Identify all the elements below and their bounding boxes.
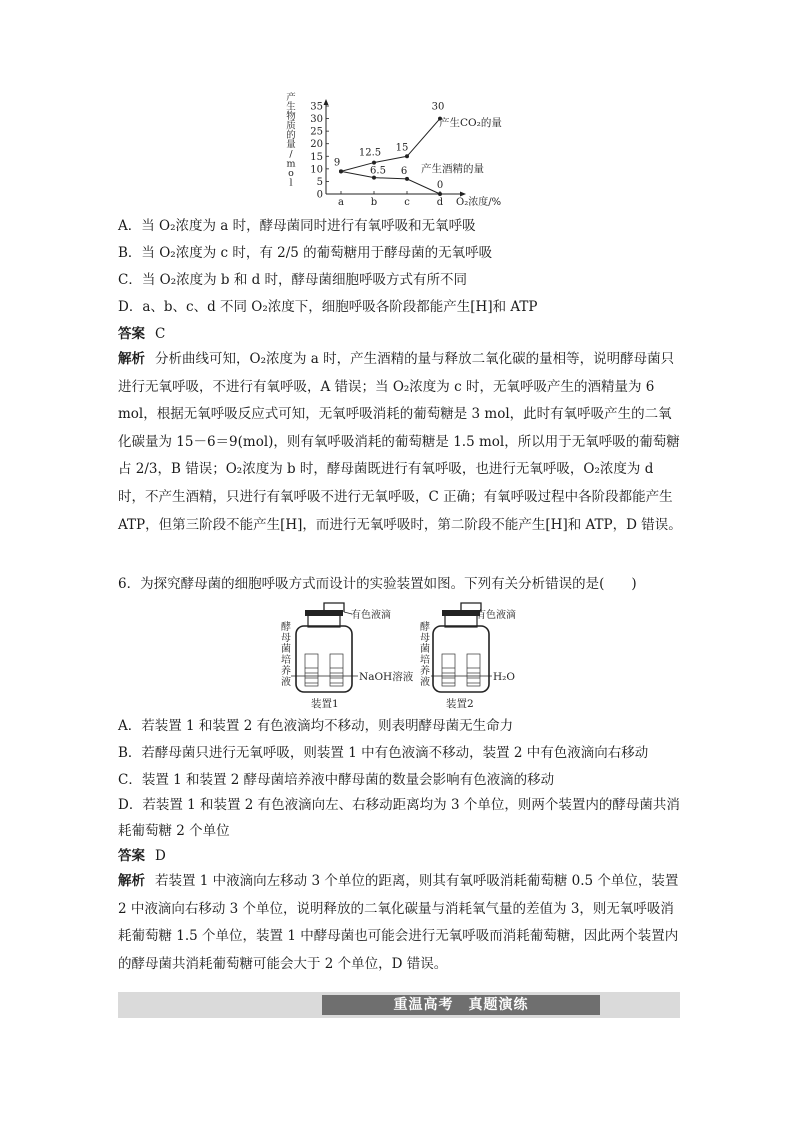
experiment-apparatus-figure <box>276 600 536 712</box>
chart-ylabel-char: / <box>289 149 293 160</box>
q6-answer <box>118 846 166 866</box>
chart-ylabel-char: 产 <box>286 92 296 103</box>
q5-option-b: B．当 O₂浓度为 c 时，有 2/5 的葡萄糖用于酵母菌的无氧呼吸 <box>118 245 493 261</box>
chart-series-name: 产生CO₂的量 <box>439 117 502 129</box>
chart-data-point <box>372 161 376 165</box>
solution-label-2: H₂O <box>493 671 515 683</box>
o2-concentration-line-chart <box>280 92 510 214</box>
chart-x-tick-label: a <box>338 197 344 208</box>
chart-y-axis-arrow <box>324 99 329 105</box>
q6-option-d: D．若装置 1 和装置 2 有色液滴向左、右移动距离均为 3 个单位，则两个装置内的酵母菌共消耗葡萄糖 2 个单位 <box>118 797 680 839</box>
vertical-label-char: 菌 <box>281 644 291 655</box>
chart-x-tick-label: c <box>404 197 410 208</box>
chart-x-tick-label: b <box>370 197 378 208</box>
q5-answer-label: 答案 <box>118 326 145 342</box>
chart-ylabel-char: m <box>286 158 296 170</box>
chart-data-label: 6 <box>400 165 408 177</box>
section-banner <box>118 992 680 1018</box>
chart-y-tick-label: 25 <box>310 126 323 138</box>
chart-data-point <box>438 192 442 196</box>
chart-x-tick-label: d <box>436 197 444 208</box>
q5-option-c: C．当 O₂浓度为 b 和 d 时，酵母菌细胞呼吸方式有所不同 <box>118 272 468 288</box>
chart-data-point <box>339 169 343 173</box>
vertical-label-char: 培 <box>281 655 291 666</box>
chart-series-name: 产生酒精的量 <box>421 163 484 175</box>
caption-device-2: 装置2 <box>446 698 474 710</box>
vertical-label-char: 液 <box>281 677 291 688</box>
q5-answer-value: C <box>155 326 166 342</box>
section-title: 重温高考 真题演练 <box>393 997 529 1013</box>
q6-analysis <box>118 868 684 978</box>
q6-option-c: C．装置 1 和装置 2 酵母菌培养液中酵母菌的数量会影响有色液滴的移动 <box>118 772 555 788</box>
chart-data-label: 15 <box>395 142 409 154</box>
chart-ylabel-char: l <box>289 177 293 189</box>
q5-analysis <box>118 346 684 539</box>
chart-y-tick-label: 30 <box>310 114 323 126</box>
vertical-label-char: 养 <box>420 666 430 677</box>
vertical-label-char: 母 <box>420 633 430 644</box>
chart-y-tick-label: 15 <box>310 151 323 163</box>
vertical-label-char: 酵 <box>420 622 430 633</box>
chart-ylabel-char: 质 <box>286 120 296 132</box>
chart-y-tick-label: 5 <box>316 176 323 188</box>
device-2 <box>420 603 516 710</box>
chart-ylabel-char: 生 <box>286 101 296 113</box>
chart-ylabel-char: o <box>288 168 294 179</box>
flask-1 <box>296 626 352 692</box>
chart-y-axis-label <box>286 92 296 189</box>
chart-ylabel-char: 物 <box>286 111 296 122</box>
chart-data-label: 12.5 <box>358 147 382 159</box>
vertical-label-char: 液 <box>420 677 430 688</box>
caption-device-1: 装置1 <box>311 698 339 710</box>
chart-y-tick-label: 10 <box>310 164 323 176</box>
vertical-label-char: 菌 <box>420 644 430 655</box>
chart-ylabel-char: 的 <box>286 130 296 141</box>
flask-2-stopper <box>442 610 480 616</box>
chart-data-point <box>405 154 409 158</box>
q5-analysis-text: 分析曲线可知，O₂浓度为 a 时，产生酒精的量与释放二氧化碳的量相等，说明酵母菌只进行无氧呼吸，不进行有氧呼吸，A 错误；当 O₂浓度为 c 时，无氧呼吸产生的酒精量为 6 mol，根据无氧呼吸反应式可知，无氧呼吸消耗的葡萄糖是 3 mol，此时有氧呼吸产生的二氧化碳量为 15－6＝9(mol)，则有氧呼吸消耗的葡萄糖是 1.5 mol，所以用于无氧呼吸的葡萄糖占 2/3，B 错误；O₂浓度为 b 时，酵母菌既进行有氧呼吸，也进行无氧呼吸，O₂浓度为 d 时，不产生酒精，只进行有氧呼吸不进行无氧呼吸，C 正确；有氧呼吸过程中各阶段都能产生 ATP，但第三阶段不能产生[H]，而进行无氧呼吸时，第二阶段不能产生[H]和 ATP，D 错误。 <box>118 351 682 533</box>
chart-x-axis-label: O₂浓度/% <box>456 197 502 208</box>
chart-y-tick-label: 0 <box>316 189 323 201</box>
chart-data-point <box>405 177 409 181</box>
chart-x-axis-arrow <box>460 192 466 197</box>
q6-stem: 6．为探究酵母菌的细胞呼吸方式而设计的实验装置如图。下列有关分析错误的是( ) <box>118 576 637 592</box>
chart-y-tick-label: 20 <box>310 139 323 151</box>
chart-data-label: 0 <box>436 180 444 191</box>
vertical-label-char: 养 <box>281 666 291 677</box>
q6-analysis-text: 若装置 1 中液滴向左移动 3 个单位的距离，则其有氧呼吸消耗葡萄糖 0.5 个单位，装置 2 中液滴向右移动 3 个单位，说明释放的二氧化碳量与消耗氧气量的差值为 3，则无氧呼吸消耗葡萄糖 1.5 个单位，装置 1 中酵母菌也可能会进行无氧呼吸而消耗葡萄糖，因此两个装置内的酵母菌共消耗葡萄糖可能会大于 2 个单位，D 错误。 <box>118 873 679 972</box>
device-1 <box>281 603 414 710</box>
q6-option-b: B．若酵母菌只进行无氧呼吸，则装置 1 中有色液滴不移动，装置 2 中有色液滴向右移动 <box>118 745 649 761</box>
flask-1-stopper <box>305 610 343 616</box>
q6-option-a: A．若装置 1 和装置 2 有色液滴均不移动，则表明酵母菌无生命力 <box>118 718 514 734</box>
q5-option-a: A．当 O₂浓度为 a 时，酵母菌同时进行有氧呼吸和无氧呼吸 <box>118 218 476 234</box>
chart-ylabel-char: 量 <box>286 139 296 151</box>
q5-option-d: D．a、b、c、d 不同 O₂浓度下，细胞呼吸各阶段都能产生[H]和 ATP <box>118 299 538 315</box>
chart-data-label: 6.5 <box>370 165 386 177</box>
q6-answer-value: D <box>155 848 166 864</box>
flask-2 <box>433 626 489 692</box>
colored-drop-label-2: 有色液滴 <box>476 610 516 621</box>
q5-analysis-label: 解析 <box>118 351 145 367</box>
section-banner-inner <box>322 995 600 1015</box>
q6-analysis-label: 解析 <box>118 873 145 889</box>
solution-label-1: NaOH溶液 <box>359 671 414 683</box>
chart-data-label: 9 <box>333 157 341 169</box>
chart-y-tick-label: 35 <box>310 101 323 113</box>
vertical-label-char: 母 <box>281 633 291 644</box>
q6-answer-label: 答案 <box>118 848 145 864</box>
vertical-label-char: 培 <box>420 655 430 666</box>
vertical-label-char: 酵 <box>281 622 291 633</box>
colored-drop-label-1: 有色液滴 <box>351 610 391 621</box>
chart-data-label: 30 <box>431 101 445 113</box>
q5-answer <box>118 324 165 344</box>
